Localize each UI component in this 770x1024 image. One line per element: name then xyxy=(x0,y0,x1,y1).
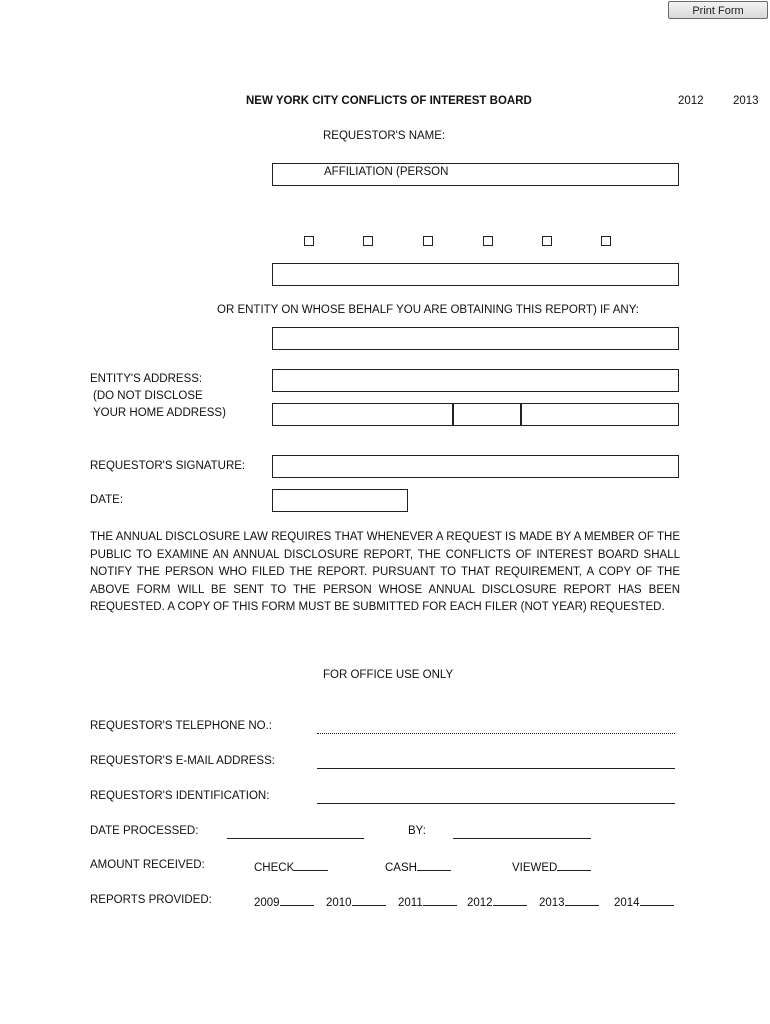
by-line xyxy=(453,838,591,839)
report-year-2013 xyxy=(539,894,599,909)
address-zip-field[interactable] xyxy=(521,403,679,426)
entity-address-note-2: YOUR HOME ADDRESS) xyxy=(93,407,226,419)
header-year-2012: 2012 xyxy=(678,95,704,107)
date-label: DATE: xyxy=(90,494,124,506)
print-form-button[interactable]: Print Form xyxy=(668,1,768,19)
requestor-name-field[interactable] xyxy=(272,263,679,286)
date-processed-line xyxy=(227,838,364,839)
cash-blank xyxy=(417,859,451,871)
affiliation-field[interactable] xyxy=(272,163,679,186)
check-blank xyxy=(294,859,328,871)
viewed-blank xyxy=(557,859,591,871)
telephone-label: REQUESTOR'S TELEPHONE NO.: xyxy=(90,720,272,732)
report-year-2011 xyxy=(398,894,457,909)
report-year-label: 2010 xyxy=(326,897,352,909)
date-field[interactable] xyxy=(272,489,408,512)
header-year-2013: 2013 xyxy=(733,95,759,107)
report-year-blank xyxy=(565,894,599,906)
report-year-blank xyxy=(640,894,674,906)
checkbox-5[interactable] xyxy=(542,236,552,246)
requestor-name-label: REQUESTOR'S NAME: xyxy=(323,130,446,142)
office-use-heading: FOR OFFICE USE ONLY xyxy=(323,669,454,681)
signature-field[interactable] xyxy=(272,455,679,478)
entity-address-label: ENTITY'S ADDRESS: xyxy=(90,373,203,385)
entity-field[interactable] xyxy=(272,327,679,350)
checkbox-1[interactable] xyxy=(304,236,314,246)
report-year-label: 2013 xyxy=(539,897,565,909)
address-street-field[interactable] xyxy=(272,369,679,392)
identification-label: REQUESTOR'S IDENTIFICATION: xyxy=(90,790,270,802)
amount-received-label: AMOUNT RECEIVED: xyxy=(90,859,205,871)
report-year-2014 xyxy=(614,894,674,909)
report-year-blank xyxy=(493,894,527,906)
telephone-line xyxy=(317,733,675,734)
report-year-2010 xyxy=(326,894,386,909)
date-processed-label: DATE PROCESSED: xyxy=(90,825,199,837)
viewed-item xyxy=(512,859,591,874)
check-item xyxy=(254,859,328,874)
checkbox-3[interactable] xyxy=(423,236,433,246)
check-label: CHECK xyxy=(254,862,295,874)
checkbox-4[interactable] xyxy=(483,236,493,246)
cash-item xyxy=(385,859,451,874)
page-title: NEW YORK CITY CONFLICTS OF INTEREST BOARD xyxy=(246,95,532,107)
report-year-blank xyxy=(280,894,314,906)
email-label: REQUESTOR'S E-MAIL ADDRESS: xyxy=(90,755,275,767)
entity-address-note-1: (DO NOT DISCLOSE xyxy=(93,390,203,402)
checkbox-2[interactable] xyxy=(363,236,373,246)
report-year-label: 2014 xyxy=(614,897,640,909)
report-year-label: 2012 xyxy=(467,897,493,909)
entity-label: OR ENTITY ON WHOSE BEHALF YOU ARE OBTAINING THIS REPORT) IF ANY: xyxy=(217,304,639,316)
by-label: BY: xyxy=(408,825,426,837)
address-state-field[interactable] xyxy=(453,403,521,426)
signature-label: REQUESTOR'S SIGNATURE: xyxy=(90,460,246,472)
reports-provided-label: REPORTS PROVIDED: xyxy=(90,894,212,906)
affiliation-label: AFFILIATION (PERSON xyxy=(324,166,449,178)
report-year-blank xyxy=(352,894,386,906)
report-year-2012 xyxy=(467,894,527,909)
report-year-label: 2009 xyxy=(254,897,280,909)
address-city-field[interactable] xyxy=(272,403,453,426)
report-year-blank xyxy=(423,894,457,906)
report-year-label: 2011 xyxy=(398,897,423,909)
cash-label: CASH xyxy=(385,862,417,874)
viewed-label: VIEWED xyxy=(512,862,558,874)
email-line xyxy=(317,768,675,769)
checkbox-6[interactable] xyxy=(601,236,611,246)
report-year-2009 xyxy=(254,894,314,909)
identification-line xyxy=(317,803,675,804)
disclosure-notice: THE ANNUAL DISCLOSURE LAW REQUIRES THAT WHENEVER A REQUEST IS MADE BY A MEMBER OF THE PUBLIC TO EXAMINE AN ANNUAL DISCLOSURE REPORT, THE CONFLICTS OF INTEREST BOARD SHALL NOTIFY THE PERSON WHO FILED THE REPORT. PURSUANT TO THAT REQUIREMENT, A COPY OF THE ABOVE FORM WILL BE SENT TO THE PERSON WHOSE ANNUAL DISCLOSURE REPORT HAS BEEN REQUESTED. A COPY OF THIS FORM MUST BE SUBMITTED FOR EACH FILER (NOT YEAR) REQUESTED. xyxy=(90,531,680,614)
